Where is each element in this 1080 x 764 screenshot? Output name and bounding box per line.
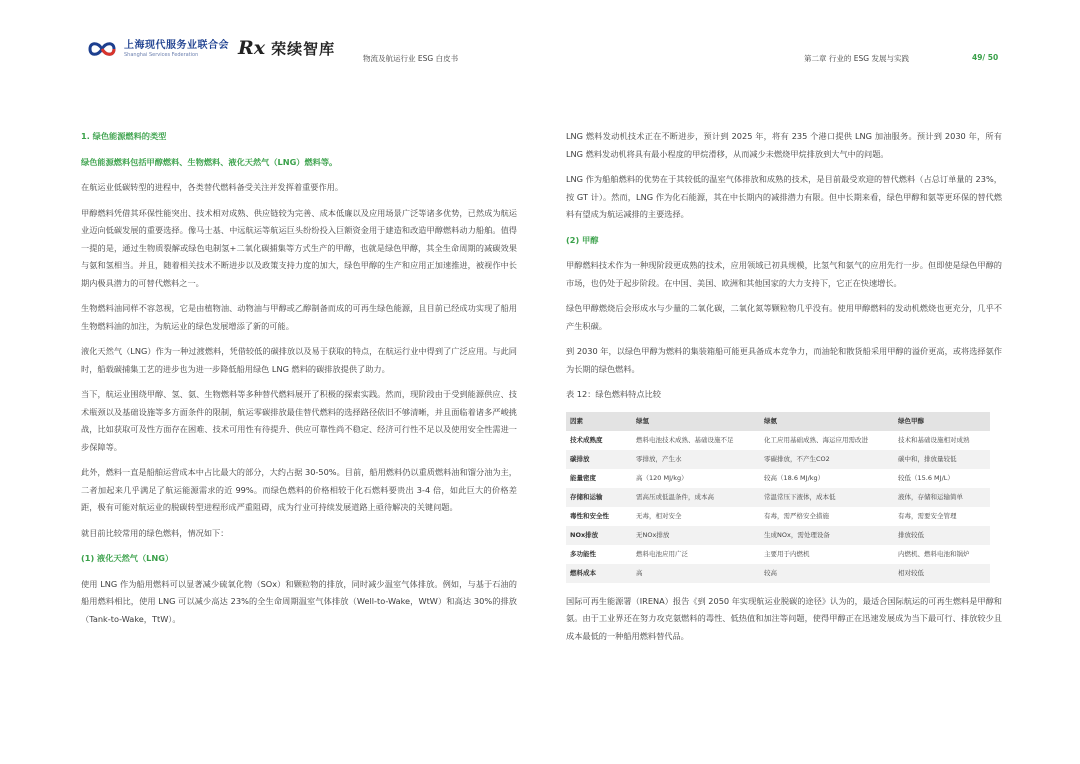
table-caption: 表 12：绿色燃料特点比较 <box>566 389 661 399</box>
table-cell: 无毒，相对安全 <box>636 511 682 520</box>
table-cell: 化工应用基础成熟、海运应用需改进 <box>764 435 868 444</box>
right-column <box>566 128 1002 653</box>
table-cell: 有毒，需严格安全措施 <box>764 511 829 520</box>
table-row <box>566 488 990 507</box>
table-row <box>566 507 990 526</box>
rx-logo-mark: Rx <box>238 37 266 59</box>
table-cell: 有毒，需要安全管理 <box>898 511 957 520</box>
table-cell: NOx排放 <box>566 526 632 545</box>
table-cell: 毒性和安全性 <box>570 511 609 520</box>
table-cell: 技术成熟度 <box>570 435 603 444</box>
table-cell: 生成NOx，需处理设备 <box>760 526 894 545</box>
rx-logo-name: 荣续智库 <box>271 39 336 58</box>
table-row <box>566 545 990 564</box>
table-header-row <box>566 412 990 431</box>
page-number: 49/ 50 <box>972 53 999 62</box>
paragraph: LNG 作为船舶燃料的优势在于其较低的温室气体排放和成熟的技术，是目前最受欢迎的替代燃料（占总订单量的 23%，按 GT 计）。然而，LNG 作为化石能源，其在中长期内的减排潜力有限。但中长期来看，绿色甲醇和氨等更环保的替代燃料有望成为航运减排的主要选择。 <box>566 174 1002 219</box>
table-cell: 燃料成本 <box>566 564 632 583</box>
paragraph: LNG 燃料发动机技术正在不断进步，预计到 2025 年，将有 235 个港口提供 LNG 加油服务。预计到 2030 年，所有 LNG 燃料发动机将具有最小程度的甲烷滑移，从而减少未燃烧甲烷排放到大气中的问题。 <box>566 131 1002 159</box>
table-cell: 较低（15.6 MJ/L） <box>898 473 954 482</box>
ssf-logo <box>86 38 229 60</box>
table-cell: 零排放，产生水 <box>632 450 760 469</box>
paragraph: 到 2030 年，以绿色甲醇为燃料的集装箱船可能更具备成本竞争力，而油轮和散货船采用甲醇的溢价更高，或将选择氨作为长期的绿色燃料。 <box>566 346 1002 374</box>
table-cell: 较高（18.6 MJ/kg） <box>764 473 825 482</box>
paragraph: 甲醇燃料技术作为一种现阶段更成熟的技术，应用领域已初具规模，比氢气和氨气的应用先行一步。但即使是绿色甲醇的市场，也仍处于起步阶段。在中国、美国、欧洲和其他国家的大力支持下，它正在快速增长。 <box>566 260 1002 288</box>
ssf-logo-icon <box>86 38 118 60</box>
table-row <box>566 431 990 450</box>
table-row <box>566 469 990 488</box>
table-cell: 无NOx排放 <box>632 526 760 545</box>
paragraph: 使用 LNG 作为船用燃料可以显著减少硫氧化物（SOx）和颗粒物的排放，同时减少温室气体排放。例如，与基于石油的船用燃料相比，使用 LNG 可以减少高达 23%的全生命周期温室气体排放（Well-to-Wake，WtW）和高达 30%的排放（Tank-to-Wake，TtW）。 <box>81 578 517 624</box>
rx-logo <box>238 36 335 60</box>
table-cell: 内燃机、燃料电池和锅炉 <box>898 549 970 558</box>
table-cell: 较高 <box>760 564 894 583</box>
table-cell: 排放较低 <box>894 526 990 545</box>
table-cell: 常温常压下液体，成本低 <box>760 488 894 507</box>
table-cell: 需高压或低温条件，成本高 <box>632 488 760 507</box>
table-cell: 主要用于内燃机 <box>764 549 810 558</box>
table-header-cell: 绿氢 <box>632 412 760 431</box>
table-cell: 能量密度 <box>570 473 596 482</box>
table-header-cell: 绿氨 <box>760 412 894 431</box>
subsection-heading-lng: (1) 液化天然气（LNG） <box>81 553 174 563</box>
table-row <box>566 564 990 583</box>
paragraph: 绿色甲醇燃烧后会形成水与少量的二氧化碳，二氧化氮等颗粒物几乎没有。使用甲醇燃料的发动机燃烧也更充分，几乎不产生积碳。 <box>566 303 1002 331</box>
table-row <box>566 526 990 545</box>
table-cell: 高（120 MJ/kg） <box>636 473 688 482</box>
paragraph: 当下，航运业围绕甲醇、氢、氨、生物燃料等多种替代燃料展开了积极的探索实践。然而，现阶段由于受到能源供应、技术瓶颈以及基础设施等多方面条件的限制，航运零碳排放最佳替代燃料的选择路径依旧不够清晰，并且面临着诸多严峻挑战，比如获取可及性方面存在困难、技术可用性有待提升、供应可靠性尚不稳定、经济可行性不足以及使用安全性需进一步保障等。 <box>81 389 517 452</box>
section-subheading: 绿色能源燃料包括甲醇燃料、生物燃料、液化天然气（LNG）燃料等。 <box>81 156 338 167</box>
section-heading: 1. 绿色能源燃料的类型 <box>81 131 167 141</box>
paragraph: 此外，燃料一直是船舶运营成本中占比最大的部分，大约占据 30-50%。目前，船用燃料仍以重质燃料油和馏分油为主，二者加起来几乎满足了航运能源需求的近 99%。而绿色燃料的价格相较于化石燃料要贵出 3-4 倍，如此巨大的价格差距，极有可能对航运业的脱碳转型进程形成严重阻碍，成为行业可持续发展道路上亟待解决的关键问题。 <box>81 467 517 512</box>
paragraph: 生物燃料油同样不容忽视，它是由植物油、动物油与甲醇或乙醇制备而成的可再生绿色能源，且目前已经成功实现了船用生物燃料油的加注，为航运业的绿色发展增添了新的可能。 <box>81 303 517 331</box>
org-name-cn: 上海现代服务业联合会 <box>124 39 229 51</box>
paragraph: 甲醇燃料凭借其环保性能突出、技术相对成熟、供应链较为完善、成本低廉以及应用场景广泛等诸多优势，已然成为航运业迈向低碳发展的重要选择。像马士基、中远航运等航运巨头纷纷投入巨额资金用于建造和改造甲醇燃料动力船舶。值得一提的是，通过生物质裂解或绿色电制氢+二氧化碳捕集等方式生产的甲醇，也就是绿色甲醇，其全生命周期的减碳效果与氨和氢相当。并且，随着相关技术不断进步以及政策支持力度的加大，绿色甲醇的生产和应用正加速推进，被视作中长期内极具潜力的可替代燃料之一。 <box>81 207 517 288</box>
table-cell: 多功能性 <box>570 549 596 558</box>
table-cell: 液体，存储和运输简单 <box>894 488 990 507</box>
paragraph: 液化天然气（LNG）作为一种过渡燃料，凭借较低的碳排放以及易于获取的特点，在航运行业中得到了广泛应用。与此同时，船载碳捕集工艺的进步也为进一步降低船用绿色 LNG 燃料的碳排放提供了助力。 <box>81 346 517 374</box>
table-cell: 碳中和，排放量较低 <box>894 450 990 469</box>
table-cell: 零碳排放，不产生CO2 <box>760 450 894 469</box>
table-header-cell: 绿色甲醇 <box>894 412 990 431</box>
table-cell: 碳排放 <box>566 450 632 469</box>
table-cell: 燃料电池应用广泛 <box>636 549 688 558</box>
org-name-en: Shanghai Services Federation <box>124 51 199 58</box>
table-header-cell: 因素 <box>566 412 632 431</box>
fuel-comparison-table <box>566 412 990 583</box>
document-title: 物流及航运行业 ESG 白皮书 <box>363 54 459 63</box>
table-cell: 高 <box>632 564 760 583</box>
table-cell: 相对较低 <box>894 564 990 583</box>
table-row <box>566 450 990 469</box>
paragraph: 国际可再生能源署（IRENA）报告《到 2050 年实现航运业脱碳的途径》认为的，最适合国际航运的可再生燃料是甲醇和氨。由于工业界还在努力攻克氨燃料的毒性、低热值和加注等问题，使得甲醇正在迅速发展成为当下最可行、排放较少且成本最低的一种船用燃料替代品。 <box>566 595 1002 641</box>
table-cell: 存储和运输 <box>566 488 632 507</box>
table-cell: 技术和基础设施相对成熟 <box>898 435 970 444</box>
subsection-heading-methanol: (2) 甲醇 <box>566 234 599 245</box>
page-header <box>0 0 1080 80</box>
chapter-title: 第二章 行业的 ESG 发展与实践 <box>804 54 909 63</box>
paragraph: 就目前比较常用的绿色燃料，情况如下： <box>81 527 229 538</box>
paragraph: 在航运业低碳转型的进程中，各类替代燃料备受关注并发挥着重要作用。 <box>81 182 344 192</box>
table-cell: 燃料电池技术成熟、基础设施不足 <box>636 435 734 444</box>
left-column <box>81 128 517 636</box>
